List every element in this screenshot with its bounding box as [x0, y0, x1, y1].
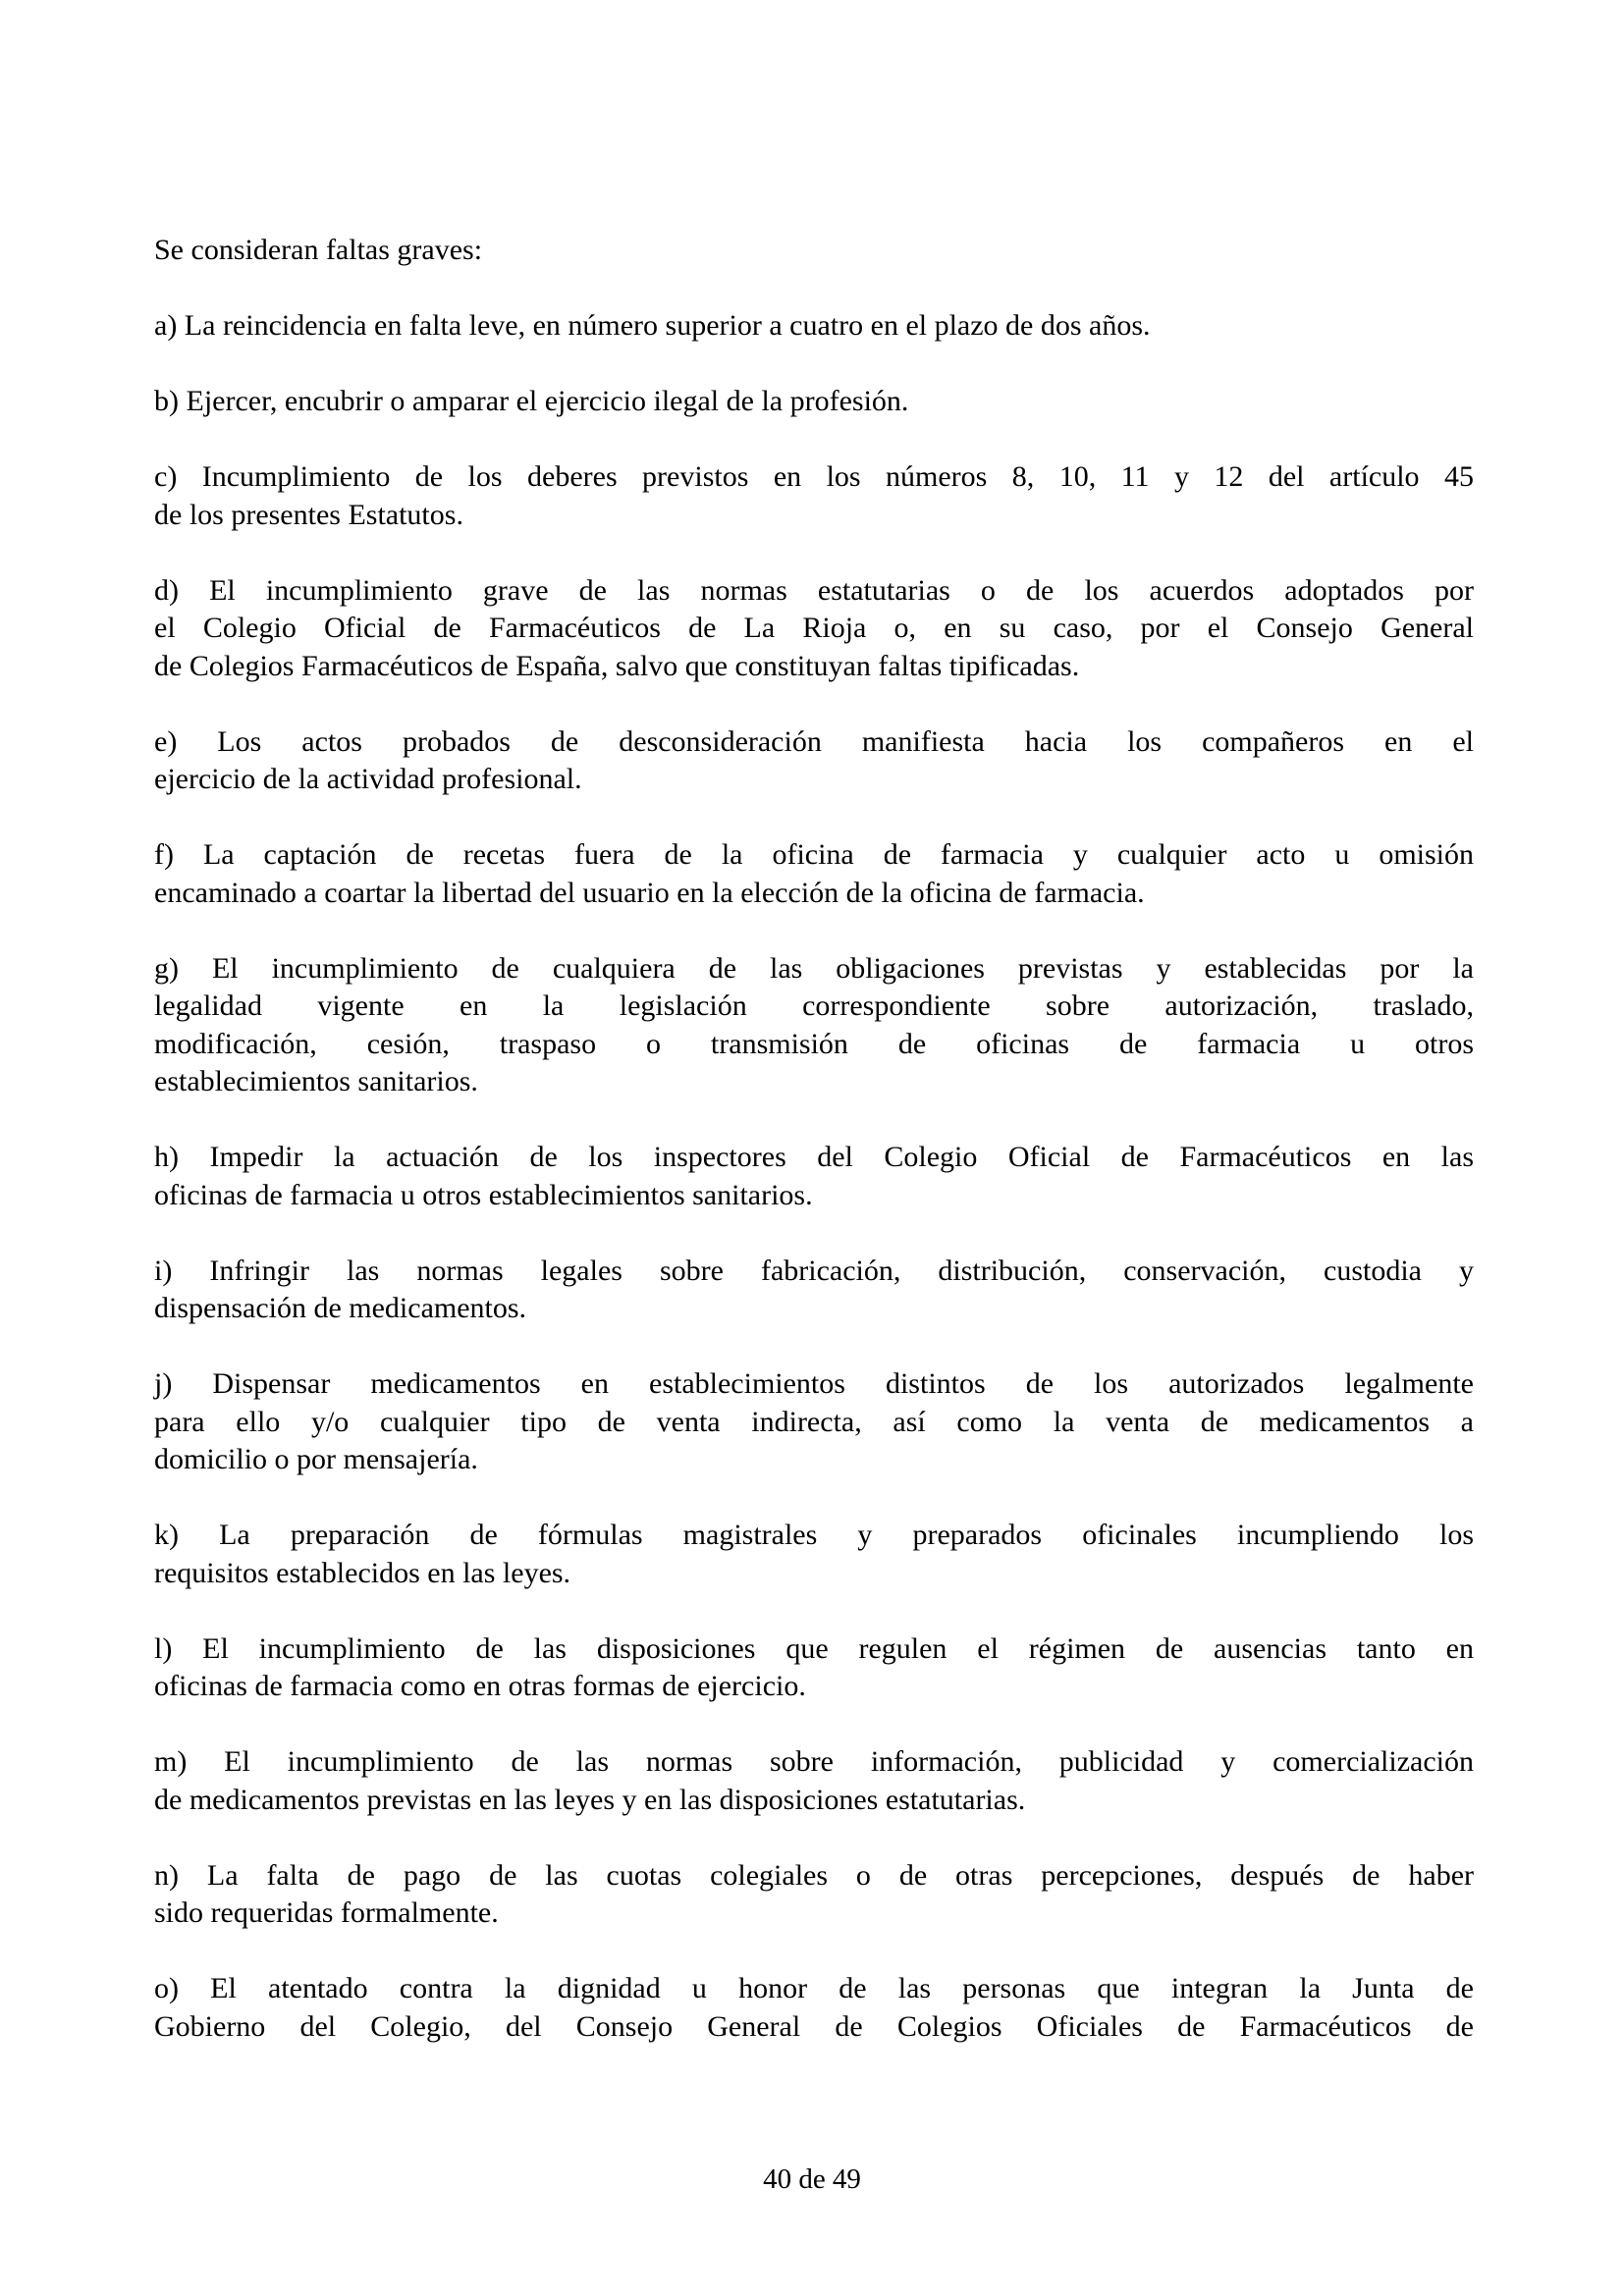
text-line: b) Ejercer, encubrir o amparar el ejercicio ilegal de la profesión.	[154, 385, 909, 417]
text-line: para ello y/o cualquier tipo de venta indirecta, así como la venta de medicamentos a	[154, 1405, 1474, 1438]
paragraph-item-l	[154, 1630, 1474, 1706]
text-line: k) La preparación de fórmulas magistrales y preparados oficinales incumpliendo los	[154, 1519, 1474, 1551]
page-footer	[0, 2161, 1624, 2198]
text-line: legalidad vigente en la legislación correspondiente sobre autorización, traslado,	[154, 989, 1474, 1022]
text-line: i) Infringir las normas legales sobre fabricación, distribución, conservación, custodia y	[154, 1254, 1474, 1287]
text-line: f) La captación de recetas fuera de la oficina de farmacia y cualquier acto u omisión	[154, 838, 1474, 871]
text-line: requisitos establecidos en las leyes.	[154, 1556, 571, 1589]
text-line: m) El incumplimiento de las normas sobre información, publicidad y comercialización	[154, 1745, 1474, 1778]
text-line: el Colegio Oficial de Farmacéuticos de La Rioja o, en su caso, por el Consejo General	[154, 612, 1474, 644]
document-content	[154, 232, 1474, 2084]
paragraph-item-c	[154, 458, 1474, 534]
paragraph-item-h	[154, 1139, 1474, 1214]
text-line: n) La falta de pago de las cuotas colegiales o de otras percepciones, después de haber	[154, 1858, 1474, 1892]
paragraph-item-e	[154, 723, 1474, 799]
paragraph-item-i	[154, 1253, 1474, 1328]
text-line: h) Impedir la actuación de los inspectores del Colegio Oficial de Farmacéuticos en las	[154, 1141, 1474, 1173]
text-line: domicilio o por mensajería.	[154, 1443, 478, 1475]
text-line: encaminado a coartar la libertad del usuario en la elección de la oficina de farmacia.	[154, 876, 1145, 909]
text-line: de medicamentos previstas en las leyes y en las disposiciones estatutarias.	[154, 1783, 1026, 1816]
text-line: ejercicio de la actividad profesional.	[154, 763, 582, 795]
text-line: e) Los actos probados de desconsideración manifiesta hacia los compañeros en el	[154, 724, 1474, 758]
paragraph-item-n	[154, 1857, 1474, 1933]
text-line: modificación, cesión, traspaso o transmisión de oficinas de farmacia u otros	[154, 1027, 1474, 1060]
text-line: oficinas de farmacia como en otras formas de ejercicio.	[154, 1670, 806, 1702]
text-line: oficinas de farmacia u otros establecimientos sanitarios.	[154, 1178, 813, 1211]
text-line: sido requeridas formalmente.	[154, 1896, 499, 1929]
paragraph-item-j	[154, 1365, 1474, 1479]
paragraph-item-k	[154, 1517, 1474, 1592]
text-line: c) Incumplimiento de los deberes previstos en los números 8, 10, 11 y 12 del artículo 45	[154, 460, 1474, 493]
text-line: a) La reincidencia en falta leve, en número superior a cuatro en el plazo de dos años.	[154, 309, 1151, 342]
paragraph-item-f	[154, 836, 1474, 912]
text-line: o) El atentado contra la dignidad u honor de las personas que integran la Junta de	[154, 1972, 1474, 2004]
paragraph-item-d	[154, 572, 1474, 686]
paragraph-item-g	[154, 950, 1474, 1101]
paragraph-intro	[154, 232, 1474, 270]
page-number: 40 de 49	[763, 2163, 861, 2195]
text-line: Gobierno del Colegio, del Consejo General de Colegios Oficiales de Farmacéuticos de	[154, 2009, 1474, 2043]
text-line: g) El incumplimiento de cualquiera de las obligaciones previstas y establecidas por la	[154, 951, 1474, 985]
text-line: de Colegios Farmacéuticos de España, salvo que constituyan faltas tipificadas.	[154, 649, 1080, 682]
paragraph-item-a	[154, 307, 1474, 346]
paragraph-item-o	[154, 1970, 1474, 2046]
text-line: de los presentes Estatutos.	[154, 498, 463, 531]
text-line: d) El incumplimiento grave de las normas estatutarias o de los acuerdos adoptados por	[154, 573, 1474, 607]
text-line: establecimientos sanitarios.	[154, 1065, 478, 1097]
text-line: j) Dispensar medicamentos en establecimientos distintos de los autorizados legalmente	[154, 1367, 1474, 1400]
text-line: dispensación de medicamentos.	[154, 1292, 527, 1324]
text-line: Se consideran faltas graves:	[154, 234, 483, 266]
text-line: l) El incumplimiento de las disposiciones que regulen el régimen de ausencias tanto en	[154, 1631, 1474, 1665]
paragraph-item-b	[154, 383, 1474, 421]
paragraph-item-m	[154, 1743, 1474, 1819]
